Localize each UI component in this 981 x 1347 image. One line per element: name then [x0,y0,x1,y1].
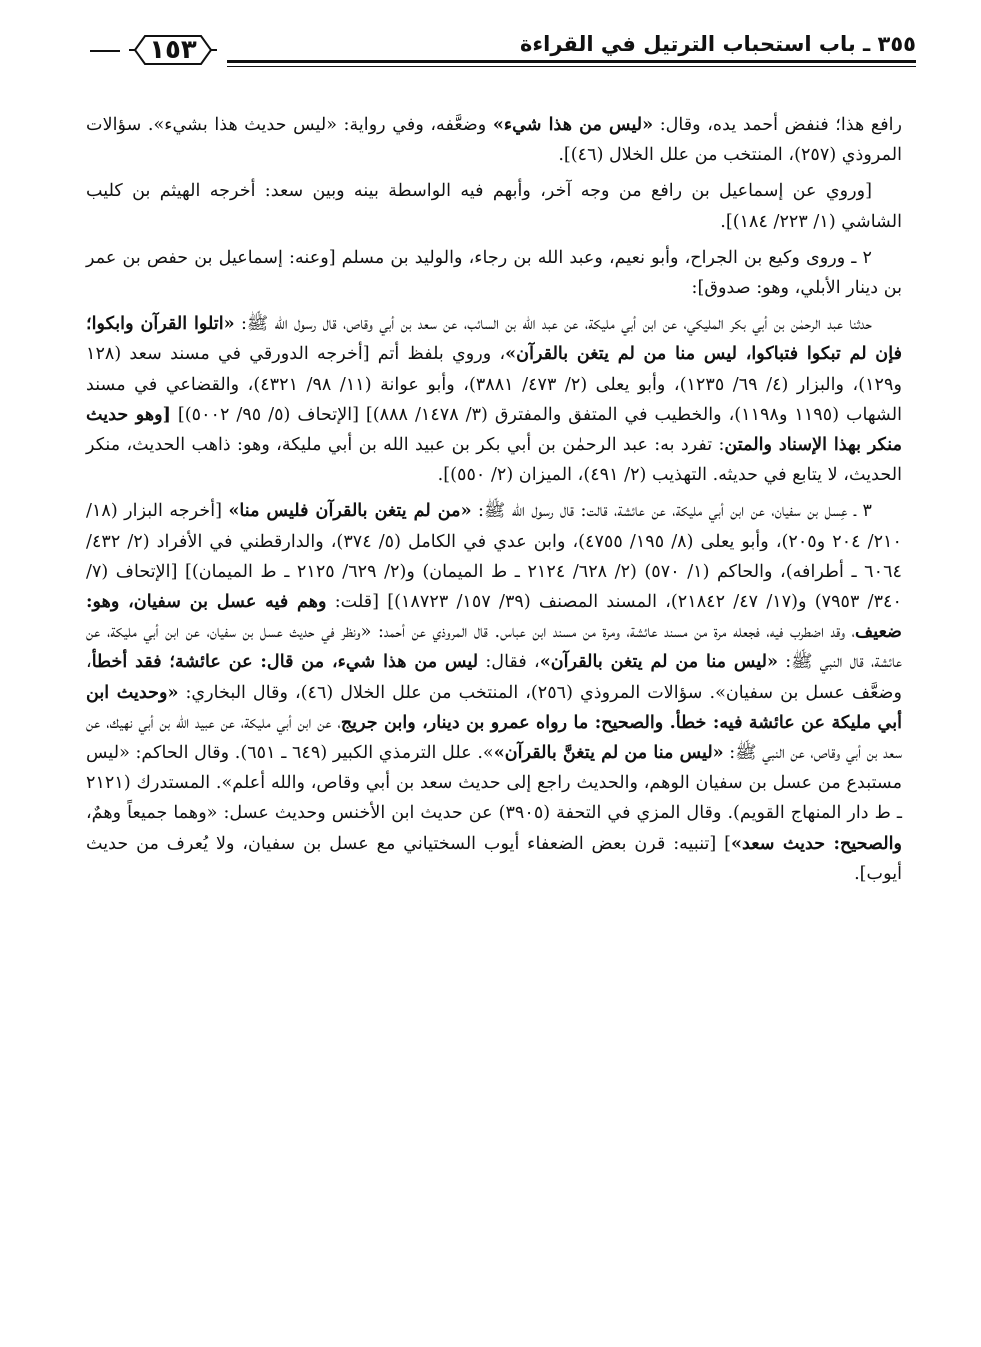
text-segment: ، وضعَّف عسل بن سفيان». سؤالات المروذي (٢٥٦)، المنتخب من علل الخلال (٤٦)، وقال البخاري: [86,652,902,703]
hadith-quote: «ليس منا من لم يتغن بالقرآن» [539,651,779,673]
paragraph [86,496,902,889]
text-segment: رافع هذا؛ فنفض أحمد يده، وقال: [653,115,902,135]
header-rule-thin [227,66,916,67]
paragraph [86,309,902,490]
page-number-badge [125,30,221,70]
text-segment: ». علل الترمذي الكبير (٦٤٩ ـ ٦٥١). وقال الحاكم: «ليس مستبدع من عسل بن سفيان الوهم، والحديث راجع إلى حديث سعد بن أبي وقاص، والله أعلم». المستدرك (٢١٢١ ـ ط دار المنهاج القويم). وقال المزي في التحفة (٣٩٠٥) عن حديث ابن الأخنس وحديث عسل: «وهما جميعاً وهمٌ، [86,743,902,824]
ruling-text: ليس من هذا شيء، من قال: عن عائشة؛ فقد أخطأ [91,651,479,673]
header-rule-thick [227,60,916,63]
text-segment: [أخرجه البزار (١٨/ ٢١٠/ ٢٠٤ و٢٠٥)، وأبو يعلى (٨/ ١٩٥/ ٤٧٥٥)، وابن عدي في الكامل (٥/ ٣٧٤)، والدارقطني في الأفراد (٢/ ٤٣٢/ ٦٠٦٤ ـ أطرافه)، والحاكم (١/ ٥٧٠) (٢/ ٦٢٨/ ٢١٢٤ ـ ط الميمان) و(٢/ ٦٢٩/ ٢١٢٥ ـ ط الميمان)] [الإتحاف (٧/ ٣٤٠/ ٧٩٥٣) و(١٧/ ٤٧/ ٢١٨٤٢)، المسند المصنف (٣٩/ ١٥٧/ ١٨٧٢٣)] [قلت: [86,501,902,613]
hadith-quote: «ليس من هذا شيء» [492,114,654,135]
hadith-quote: «اتلوا القرآن وابكوا؛ فإن لم تبكوا فتباكوا، ليس منا من لم يتغن بالقرآن» [86,313,902,365]
text-segment: ٣ ـ عِسل بن سفيان، عن ابن أبي مليكة، عن عائشة، قالت: قال رسول الله ﷺ: [471,501,872,522]
paragraph [86,110,902,170]
text-segment: ، وروي بلفظ أتم [أخرجه الدورقي في مسند سعد (١٢٨ و١٢٩)، والبزار (٤/ ٦٩/ ١٢٣٥)، وأبو يعلى (٢/ ٤٧٣/ ٣٨٨١)، وأبو عوانة (١١/ ٩٨/ ٤٣٢١)، والقضاعي في مسند الشهاب (١١٩٥ و١١٩٨)، والخطيب في المتفق والمفترق (٣/ ١٤٧٨/ ٨٨٨)] [الإتحاف (٥/ ٩٥/ ٥٠٠٢)] [86,344,902,425]
text-segment: ، فقال: [478,652,540,673]
ruling-text: «وحديث ابن أبي مليكة عن عائشة فيه: خطأ. والصحيح: ما رواه عمرو بن دينار، وابن جريج [86,681,902,733]
ruling-text: والصحيح: حديث سعد» [730,832,903,854]
hadith-quote: «ليس منا من لم يتغنَّ بالقرآن» [493,742,724,764]
text-segment: ، عن ابن أبي مليكة، عن عبيد الله بن أبي نهيك، عن سعد بن أبي وقاص، عن النبي ﷺ: [86,712,902,764]
ruling-text: وهم فيه عسل بن سفيان، وهو: ضعيف [86,591,902,643]
text-segment: حدثنا عبد الرحمٰن بن أبي بكر المليكي، عن ابن أبي مليكة، عن عبد الله بن السائب، عن سعد بن أبي وقاص، قال رسول الله ﷺ: [234,314,872,335]
text-segment: ٢ ـ وروى وكيع بن الجراح، وأبو نعيم، وعبد الله بن رجاء، والوليد بن مسلم [وعنه: إسماعيل بن حفص بن عمر بن دينار الأبلي، وهو: صدوق]: [86,247,902,299]
text-segment: ] [تنبيه: قرن بعض الضعفاء أيوب السختياني مع عسل بن سفيان، ولا يُعرف من حديث أيوب]. [86,833,902,884]
paragraph [86,243,902,303]
ruling-text: [وهو حديث منكر بهذا الإسناد والمتن [86,403,902,456]
chapter-title: ٣٥٥ ـ باب استحباب الترتيل في القراءة [520,32,916,56]
page-header [70,26,916,96]
text-segment: [وروي عن إسماعيل بن رافع من وجه آخر، وأبهم فيه الواسطة بينه وبين سعد: أخرجه الهيثم بن كليب الشاشي (١/ ٢٢٣/ ١٨٤)]. [86,181,902,232]
header-rule-short [90,50,120,52]
text-segment: وضعَّفه، وفي رواية: «ليس حديث هذا بشيء». سؤالات المروذي (٢٥٧)، المنتخب من علل الخلال (٤٦)]. [86,115,902,166]
paragraph [86,176,902,236]
text-segment: : تفرد به: عبد الرحمٰن بن أبي بكر بن عبيد الله بن أبي مليكة، وهو: ذاهب الحديث، منكر الحديث، لا يتابع في حديثه. التهذيب (٢/ ٤٩١)، الميزان (٢/ ٥٥٠)]. [86,435,902,486]
page-body [86,110,902,895]
text-segment: ، وقد اضطرب فيه، فجعله مرة من مسند عائشة، ومرة من مسند ابن عباس. قال المروذي عن أحمد: «ونظر في حديث عسل بن سفيان، عن ابن أبي مليكة، عن عائشة، قال النبي ﷺ: [86,622,902,673]
hadith-quote: «من لم يتغن بالقرآن فليس منا» [228,500,472,522]
page-number: ١٥٣ [149,35,197,65]
